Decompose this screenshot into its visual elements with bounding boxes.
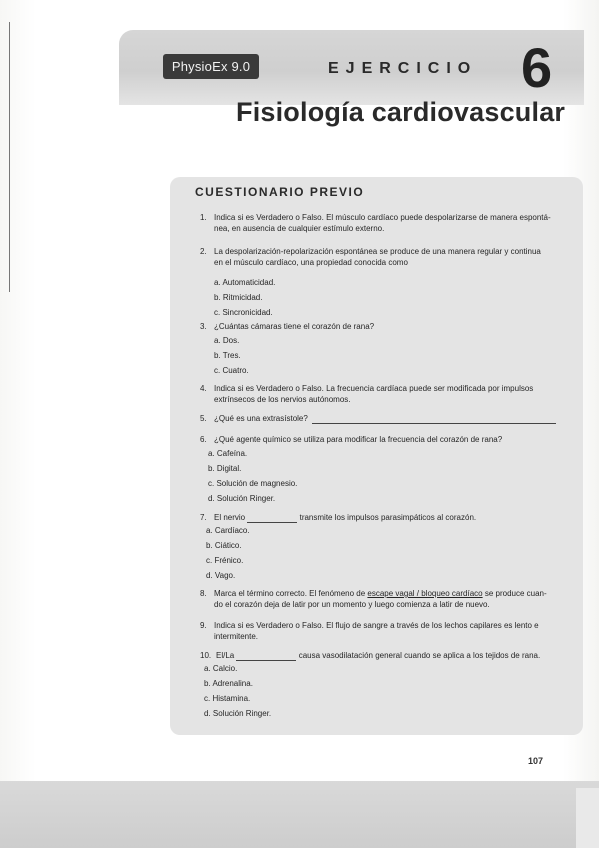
answer-blank[interactable] — [247, 514, 297, 523]
question-text: La despolarización-repolarización espontánea se produce de una manera regular y continua — [214, 247, 541, 256]
scan-edge — [576, 788, 599, 848]
question-number: 3. — [200, 322, 207, 331]
question-3 — [200, 321, 565, 332]
option-a: a. Calcio. — [204, 664, 238, 673]
option-c: c. Frénico. — [206, 556, 244, 565]
question-text: causa vasodilatación general cuando se aplica a los tejidos de rana. — [298, 651, 541, 660]
question-1 — [200, 212, 565, 234]
question-9 — [200, 620, 570, 642]
question-2 — [200, 246, 565, 268]
question-number: 1. — [200, 213, 207, 222]
option-c: c. Cuatro. — [214, 366, 249, 375]
question-number: 2. — [200, 247, 207, 256]
option-b: b. Tres. — [214, 351, 241, 360]
option-c: c. Solución de magnesio. — [208, 479, 298, 488]
term-choice[interactable]: escape vagal / bloqueo cardíaco — [367, 589, 483, 598]
scan-shadow-band — [0, 781, 599, 848]
question-text: El/La — [216, 651, 235, 660]
question-number: 4. — [200, 384, 207, 393]
question-text: extrínsecos de los nervios autónomos. — [214, 395, 351, 404]
option-a: a. Dos. — [214, 336, 240, 345]
page-title: Fisiología cardiovascular — [236, 97, 566, 127]
question-7 — [200, 512, 565, 523]
option-c: c. Histamina. — [204, 694, 251, 703]
option-d: d. Solución Ringer. — [204, 709, 272, 718]
option-b: b. Adrenalina. — [204, 679, 253, 688]
question-text: ¿Cuántas cámaras tiene el corazón de rana? — [214, 322, 375, 331]
margin-rule — [9, 22, 10, 292]
question-number: 5. — [200, 414, 207, 423]
question-number: 9. — [200, 621, 207, 630]
option-a: a. Cardíaco. — [206, 526, 250, 535]
question-4 — [200, 383, 565, 405]
question-number: 10. — [200, 651, 212, 660]
question-text: en el músculo cardíaco, una propiedad conocida como — [214, 258, 408, 267]
question-text: intermitente. — [214, 632, 259, 641]
question-text: se produce cuan- — [482, 589, 547, 598]
exercise-number: 6 — [521, 36, 553, 99]
answer-blank[interactable] — [312, 415, 556, 424]
question-text: Indica si es Verdadero o Falso. El músculo cardíaco puede despolarizarse de manera espontá- — [214, 213, 551, 222]
exercise-label: EJERCICIO — [328, 60, 478, 77]
question-text: transmite los impulsos parasimpáticos al corazón. — [299, 513, 477, 522]
option-d: d. Solución Ringer. — [208, 494, 276, 503]
question-text: ¿Qué agente químico se utiliza para modificar la frecuencia del corazón de rana? — [214, 435, 503, 444]
quiz-heading: CUESTIONARIO PREVIO — [195, 185, 365, 199]
question-6 — [200, 434, 565, 445]
question-8 — [200, 588, 570, 610]
question-text: nea, en ausencia de cualquier estímulo externo. — [214, 224, 385, 233]
answer-blank[interactable] — [236, 652, 296, 661]
question-text: Indica si es Verdadero o Falso. El flujo de sangre a través de los lechos capilares es lento e — [214, 621, 539, 630]
question-number: 8. — [200, 589, 207, 598]
question-text: ¿Qué es una extrasístole? — [214, 414, 308, 423]
option-d: d. Vago. — [206, 571, 236, 580]
physioex-logo: PhysioEx 9.0 — [163, 54, 259, 79]
question-10 — [200, 650, 570, 661]
option-a: a. Automaticidad. — [214, 278, 276, 287]
option-b: b. Digital. — [208, 464, 242, 473]
page-number: 107 — [528, 756, 544, 766]
question-number: 7. — [200, 513, 207, 522]
question-text: Indica si es Verdadero o Falso. La frecuencia cardíaca puede ser modificada por impulsos — [214, 384, 534, 393]
option-b: b. Ciático. — [206, 541, 242, 550]
question-5 — [200, 413, 565, 424]
question-text: El nervio — [214, 513, 246, 522]
question-text: Marca el término correcto. El fenómeno de — [214, 589, 368, 598]
question-number: 6. — [200, 435, 207, 444]
option-b: b. Ritmicidad. — [214, 293, 263, 302]
option-a: a. Cafeína. — [208, 449, 248, 458]
question-text: do el corazón deja de latir por un momento y luego comienza a latir de nuevo. — [214, 600, 490, 609]
option-c: c. Sincronicidad. — [214, 308, 273, 317]
